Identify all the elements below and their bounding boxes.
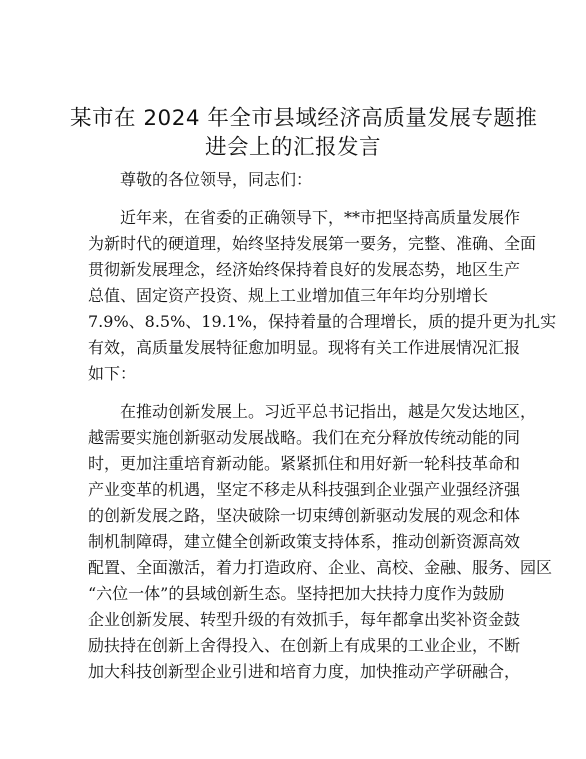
paragraph-line: 时，更加注重培育新动能。紧紧抓住和用好新一轮科技革命和 [88, 454, 521, 473]
paragraph-line: 配置、全面激活，着力打造政府、企业、高校、金融、服务、园区 [88, 558, 553, 577]
paragraph-line: 制机制障碍，建立健全创新政策支持体系，推动创新资源高效 [88, 532, 521, 551]
paragraph-line: 总值、固定资产投资、规上工业增加值三年年均分别增长 [88, 286, 489, 305]
paragraph-line: 企业创新发展、转型升级的有效抓手，每年都拿出奖补资金鼓 [88, 610, 521, 629]
document-title [70, 104, 538, 162]
paragraph-line: 近年来，在省委的正确领导下，**市把坚持高质量发展作 [120, 208, 521, 227]
title-line: 进会上的汇报发言 [204, 135, 381, 160]
paragraph-2 [88, 399, 553, 685]
paragraph-line: 7.9%、8.5%、19.1%，保持着量的合理增长，质的提升更为扎实 [88, 312, 557, 331]
paragraph-line: 有效，高质量发展特征愈加明显。现将有关工作进展情况汇报 [88, 338, 521, 357]
document-body [88, 167, 557, 685]
paragraph-line: 为新时代的硬道理，始终坚持发展第一要务，完整、准确、全面 [88, 234, 537, 253]
paragraph-line: 励扶持在创新上舍得投入、在创新上有成果的工业企业，不断 [88, 636, 521, 655]
paragraph-line: 如下： [88, 364, 137, 383]
paragraph-line: 加大科技创新型企业引进和培育力度，加快推动产学研融合， [88, 662, 521, 681]
paragraph-line: “六位一体”的县域创新生态。坚持把加大扶持力度作为鼓励 [88, 584, 505, 603]
paragraph-line: 产业变革的机遇，坚定不移走从科技强到企业强产业强经济强 [88, 480, 521, 499]
paragraph-line: 越需要实施创新驱动发展战略。我们在充分释放传统动能的同 [88, 428, 521, 447]
paragraph-line: 的创新发展之路，坚决破除一切束缚创新驱动发展的观念和体 [88, 506, 521, 525]
title-line: 某市在 2024 年全市县域经济高质量发展专题推 [70, 106, 538, 131]
paragraph-line: 在推动创新发展上。习近平总书记指出，越是欠发达地区， [120, 402, 537, 421]
paragraph-1 [88, 205, 557, 387]
paragraph-line: 贯彻新发展理念，经济始终保持着良好的发展态势，地区生产 [88, 260, 521, 279]
salutation: 尊敬的各位领导，同志们： [120, 170, 313, 189]
